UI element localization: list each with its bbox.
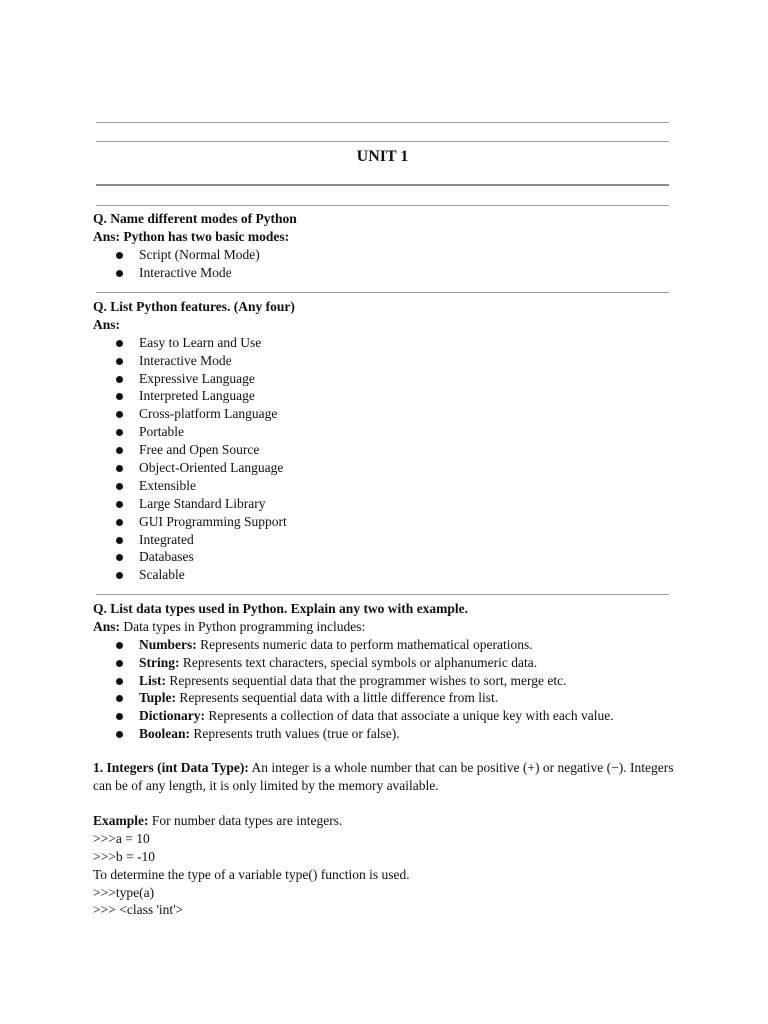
code-line: >>> <class 'int'> [93, 902, 184, 918]
list-item: Boolean: Represents truth values (true or false). [93, 725, 678, 743]
question-2: Q. List Python features. (Any four) [93, 299, 295, 314]
question-1: Q. Name different modes of Python [93, 211, 297, 226]
bullet-icon [116, 642, 123, 649]
bullet-icon [116, 731, 123, 738]
example-intro: Example: For number data types are integers. [93, 813, 343, 828]
section-divider [96, 292, 669, 293]
bullet-icon [116, 270, 123, 277]
bullet-icon [116, 554, 123, 561]
integers-paragraph [93, 759, 678, 795]
code-line: >>>b = -10 [93, 848, 155, 864]
code-line: >>>a = 10 [93, 830, 150, 846]
question-3: Q. List data types used in Python. Explain any two with example. [93, 601, 469, 616]
list-item: Expressive Language [93, 370, 678, 388]
bullet-icon [116, 519, 123, 526]
integers-text: An integer is a whole number that can be positive (+) or negative (−). Integers can be of any length, it is only limited by the memory available. [93, 760, 674, 793]
question-2-section [93, 298, 678, 584]
bullet-icon [116, 411, 123, 418]
example-note: To determine the type of a variable type() function is used. [93, 866, 410, 882]
unit-title: UNIT 1 [356, 148, 409, 165]
bullet-icon [116, 447, 123, 454]
header-rule-top [96, 122, 669, 123]
list-item: Object-Oriented Language [93, 459, 678, 477]
list-item: Scalable [93, 566, 678, 584]
list-item: Numbers: Represents numeric data to perform mathematical operations. [93, 636, 678, 654]
question-3-section [93, 600, 678, 743]
list-item: Databases [93, 548, 678, 566]
list-item: Portable [93, 423, 678, 441]
bullet-icon [116, 713, 123, 720]
bullet-icon [116, 660, 123, 667]
list-item: Integrated [93, 531, 678, 549]
answer-1-intro: Ans: Python has two basic modes: [93, 228, 290, 244]
bullet-icon [116, 501, 123, 508]
bullet-icon [116, 537, 123, 544]
header-rule-upper [96, 141, 669, 142]
list-item: Interactive Mode [93, 352, 678, 370]
features-list [93, 334, 678, 584]
list-item: Large Standard Library [93, 495, 678, 513]
list-item: Extensible [93, 477, 678, 495]
integers-heading: 1. Integers (int Data Type): [93, 760, 249, 775]
list-item: Tuple: Represents sequential data with a little difference from list. [93, 689, 678, 707]
list-item: Free and Open Source [93, 441, 678, 459]
modes-list [93, 246, 678, 282]
answer-3-intro: Ans: Data types in Python programming includes: [93, 618, 366, 634]
bullet-icon [116, 393, 123, 400]
bullet-icon [116, 465, 123, 472]
code-line: >>>type(a) [93, 884, 155, 900]
bullet-icon [116, 358, 123, 365]
list-item: Dictionary: Represents a collection of data that associate a unique key with each value. [93, 707, 678, 725]
list-item: GUI Programming Support [93, 513, 678, 531]
bullet-icon [116, 340, 123, 347]
bullet-icon [116, 376, 123, 383]
list-item: List: Represents sequential data that the programmer wishes to sort, merge etc. [93, 672, 678, 690]
section-divider [96, 594, 669, 595]
list-item: Interactive Mode [93, 264, 678, 282]
list-item: Script (Normal Mode) [93, 246, 678, 264]
bullet-icon [116, 252, 123, 259]
list-item: Cross-platform Language [93, 405, 678, 423]
list-item: Interpreted Language [93, 387, 678, 405]
example-section [93, 812, 678, 919]
bullet-icon [116, 572, 123, 579]
bullet-icon [116, 483, 123, 490]
header-rule-lower [96, 184, 669, 186]
question-1-section [93, 210, 678, 282]
bullet-icon [116, 695, 123, 702]
bullet-icon [116, 429, 123, 436]
bullet-icon [116, 678, 123, 685]
header-rule-bottom [96, 205, 669, 206]
data-types-list [93, 636, 678, 743]
list-item: Easy to Learn and Use [93, 334, 678, 352]
list-item: String: Represents text characters, special symbols or alphanumeric data. [93, 654, 678, 672]
answer-2-intro: Ans: [93, 316, 121, 332]
